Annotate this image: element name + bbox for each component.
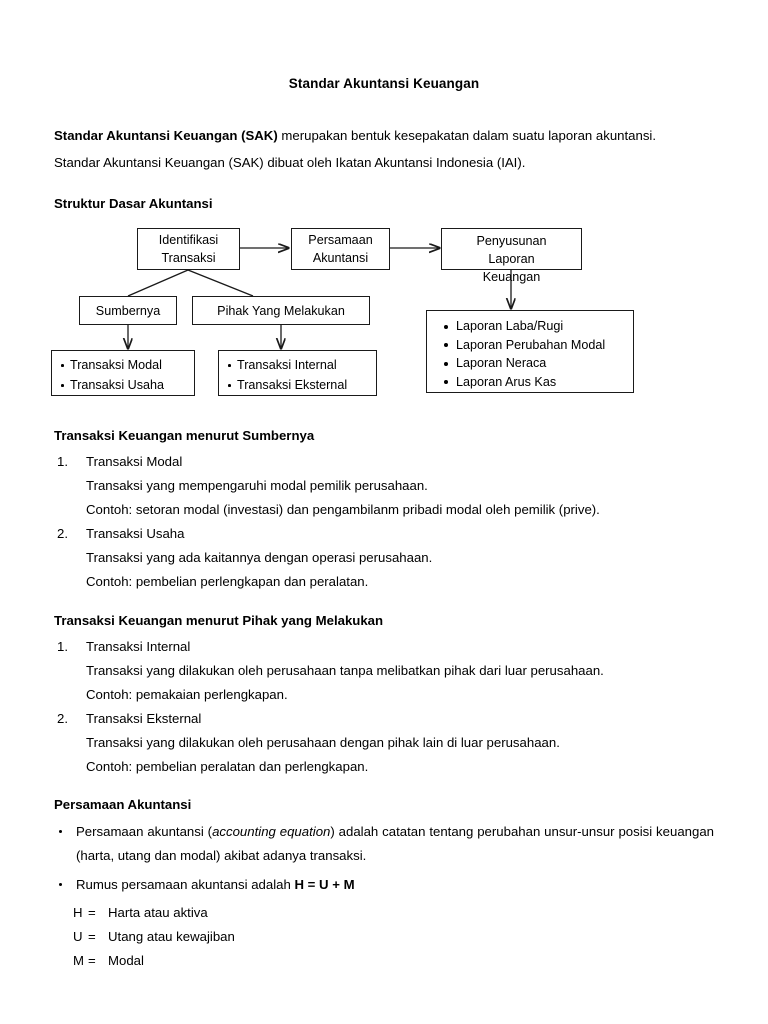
node-line-2: Laporan [488, 252, 535, 266]
diagram-node-persamaan-akuntansi [291, 228, 390, 270]
list-item: Laporan Laba/Rugi [439, 317, 563, 336]
list-item [54, 820, 714, 868]
definition-symbol: M [73, 953, 84, 968]
node-label: Pihak Yang Melakukan [217, 303, 345, 318]
diagram-node-identifikasi-transaksi [137, 228, 240, 270]
list-item [54, 873, 714, 897]
section-heading-pihak: Transaksi Keuangan menurut Pihak yang Melakukan [54, 613, 384, 628]
bullet1-pre: Persamaan akuntansi ( [76, 824, 213, 839]
list-item: Transaksi Eksternal [224, 375, 347, 395]
definition-equals: = [88, 905, 96, 920]
node-line-1: Persamaan [308, 233, 373, 247]
page-title: Standar Akuntansi Keuangan [288, 76, 480, 91]
intro-line-1-rest: merupakan bentuk kesepakatan dalam suatu laporan akuntansi. [277, 128, 657, 143]
bullet2-pre: Rumus persamaan akuntansi adalah [76, 877, 295, 892]
list-item: Laporan Perubahan Modal [439, 336, 605, 355]
diagram-node-penyusunan-laporan [441, 228, 582, 284]
sumbernya-numbered-list [54, 450, 724, 594]
definition-row [73, 949, 714, 973]
item-title-row [54, 450, 724, 474]
item-example: Contoh: pembelian perlengkapan dan peralatan. [86, 574, 369, 589]
pihak-numbered-list [54, 635, 724, 779]
definition-row [73, 925, 714, 949]
definition-meaning: Utang atau kewajiban [108, 929, 235, 944]
item-marker: 2. [57, 711, 68, 726]
accounting-formula: H = U + M [294, 877, 355, 892]
item-description: Transaksi yang mempengaruhi modal pemilik perusahaan. [86, 478, 428, 493]
bullet1-italic-term: accounting equation [212, 824, 331, 839]
item-example: Contoh: pembelian peralatan dan perlengkapan. [86, 759, 369, 774]
item-description: Transaksi yang dilakukan oleh perusahaan tanpa melibatkan pihak dari luar perusahaan. [86, 663, 604, 678]
intro-line-2: Standar Akuntansi Keuangan (SAK) dibuat oleh Ikatan Akuntansi Indonesia (IAI). [54, 155, 526, 170]
definition-meaning: Harta atau aktiva [108, 905, 208, 920]
definition-row [73, 901, 714, 925]
item-marker: 2. [57, 526, 68, 541]
section-heading-struktur: Struktur Dasar Akuntansi [54, 196, 213, 211]
node-line-1: Identifikasi [158, 233, 219, 247]
persamaan-bullet-list [54, 820, 714, 973]
list-item [54, 522, 724, 594]
list-item [54, 635, 724, 707]
definition-symbol: H [73, 905, 83, 920]
diagram-node-transaksi-pihak-list [218, 350, 377, 396]
item-example: Contoh: pemakaian perlengkapan. [86, 687, 288, 702]
item-marker: 1. [57, 639, 68, 654]
list-item: Laporan Arus Kas [439, 373, 556, 392]
item-title: Transaksi Internal [86, 639, 191, 654]
diagram-node-laporan-list [426, 310, 634, 393]
bullet1-post: ) adalah catatan tentang perubahan unsur-unsur posisi keuangan (harta, utang dan modal) akibat adanya transaksi. [76, 824, 714, 863]
list-item [54, 450, 724, 522]
node-label: Sumbernya [95, 303, 161, 318]
item-description: Transaksi yang dilakukan oleh perusahaan dengan pihak lain di luar perusahaan. [86, 735, 560, 750]
item-title: Transaksi Usaha [86, 526, 185, 541]
list-item [54, 707, 724, 779]
node-line-2: Akuntansi [312, 251, 369, 265]
item-title-row [54, 522, 724, 546]
section-heading-persamaan: Persamaan Akuntansi [54, 797, 192, 812]
definition-equals: = [88, 929, 96, 944]
intro-paragraph [54, 122, 714, 176]
list-item: Transaksi Usaha [57, 375, 164, 395]
list-item: Transaksi Modal [57, 355, 162, 375]
item-description: Transaksi yang ada kaitannya dengan operasi perusahaan. [86, 550, 433, 565]
section-heading-sumbernya: Transaksi Keuangan menurut Sumbernya [54, 428, 315, 443]
node-line-3-clipped: Keuangan [482, 270, 541, 284]
list-item: Laporan Neraca [439, 354, 546, 373]
item-marker: 1. [57, 454, 68, 469]
intro-line-1 [54, 122, 714, 149]
item-title: Transaksi Modal [86, 454, 183, 469]
definition-equals: = [88, 953, 96, 968]
item-example: Contoh: setoran modal (investasi) dan pengambilanm pribadi modal oleh pemilik (prive). [86, 502, 600, 517]
diagram-node-pihak-yang-melakukan [192, 296, 370, 325]
intro-bold-lead: Standar Akuntansi Keuangan (SAK) [54, 128, 278, 143]
node-line-2: Transaksi [161, 251, 216, 265]
item-title-row [54, 707, 724, 731]
diagram-node-sumbernya [79, 296, 177, 325]
diagram-node-transaksi-sumber-list [51, 350, 195, 396]
list-item: Transaksi Internal [224, 355, 337, 375]
node-line-1: Penyusunan [476, 234, 547, 248]
definition-symbol: U [73, 929, 83, 944]
item-title-row [54, 635, 724, 659]
definition-meaning: Modal [108, 953, 144, 968]
item-title: Transaksi Eksternal [86, 711, 202, 726]
